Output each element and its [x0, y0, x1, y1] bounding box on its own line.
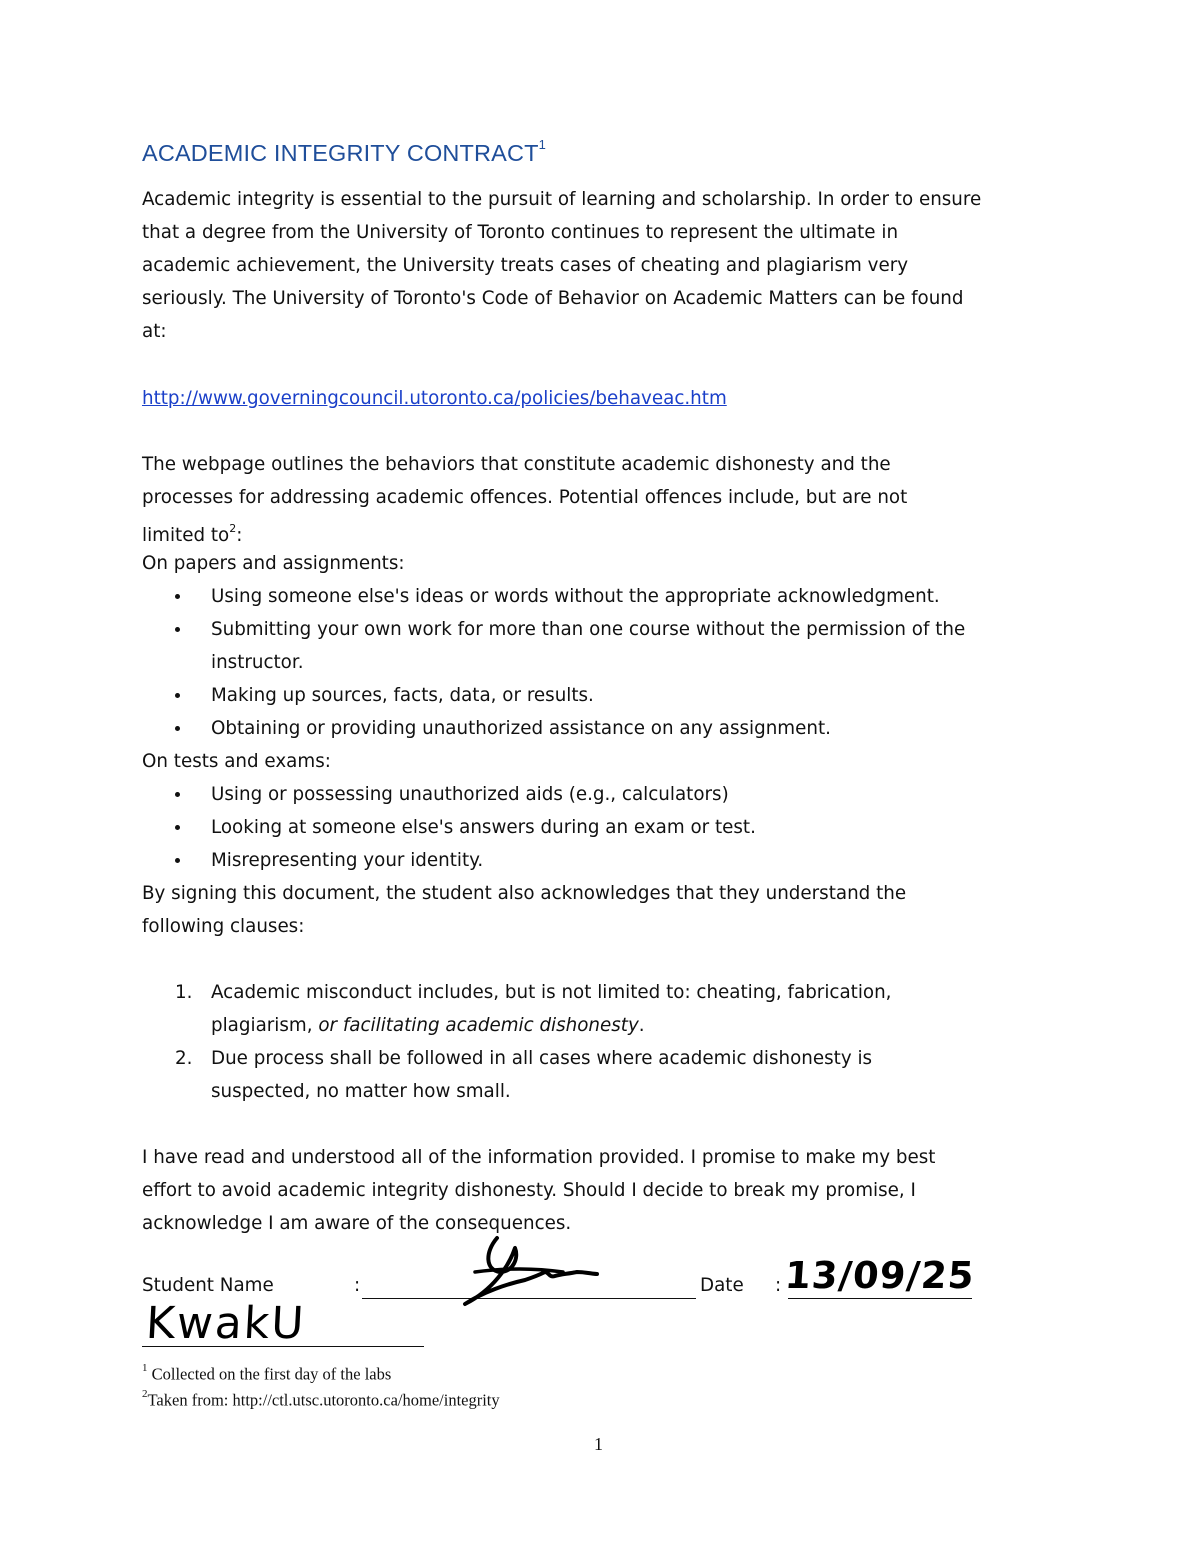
- footnote-1-text: Collected on the first day of the labs: [147, 1364, 392, 1384]
- handwritten-name: KwakU: [144, 1298, 307, 1349]
- list-item: Using or possessing unauthorized aids (e.g., calculators): [142, 778, 1072, 811]
- intro-line: that a degree from the University of Toronto continues to represent the ultimate in: [142, 222, 899, 243]
- student-name-colon: :: [354, 1275, 361, 1296]
- signing-line: following clauses:: [142, 916, 305, 937]
- papers-heading: On papers and assignments:: [142, 553, 405, 574]
- clause-line: suspected, no matter how small.: [211, 1081, 511, 1102]
- promise-line: I have read and understood all of the information provided. I promise to make my best: [142, 1147, 936, 1168]
- date-colon: :: [775, 1275, 782, 1296]
- clause-text: plagiarism,: [211, 1015, 319, 1036]
- outline-last-suffix: :: [236, 525, 243, 547]
- contract-title: [142, 137, 546, 167]
- title-text: ACADEMIC INTEGRITY CONTRACT: [142, 140, 539, 166]
- promise-line: acknowledge I am aware of the consequences.: [142, 1213, 572, 1234]
- footnote-2-mark: 2: [142, 1388, 148, 1400]
- footnote-1: [142, 1364, 391, 1385]
- promise-line: effort to avoid academic integrity dishonesty. Should I decide to break my promise, I: [142, 1180, 916, 1201]
- clause-line: Due process shall be followed in all cases where academic dishonesty is: [211, 1048, 873, 1069]
- footnote-1-mark: 1: [142, 1362, 148, 1374]
- list-item: [142, 613, 1072, 679]
- clause-number: 2.: [175, 1048, 193, 1069]
- footnote-2-text: Taken from: http://ctl.utsc.utoronto.ca/home/integrity: [147, 1390, 500, 1410]
- outline-line-last: [142, 514, 1072, 547]
- title-footnote-mark: 1: [538, 137, 546, 153]
- intro-line: at:: [142, 321, 167, 342]
- intro-line: academic achievement, the University treats cases of cheating and plagiarism very: [142, 255, 909, 276]
- footnote-2: [142, 1390, 500, 1411]
- date-line[interactable]: [788, 1298, 972, 1300]
- clause-item: [142, 976, 1072, 1042]
- policy-link[interactable]: http://www.governingcouncil.utoronto.ca/policies/behaveac.htm: [142, 388, 727, 409]
- date-label: Date: [700, 1275, 744, 1296]
- offence-lists: [142, 580, 1072, 943]
- list-item-line: Submitting your own work for more than one course without the permission of the: [211, 619, 966, 640]
- list-item: Obtaining or providing unauthorized assistance on any assignment.: [142, 712, 1072, 745]
- outline-line: The webpage outlines the behaviors that constitute academic dishonesty and the: [142, 454, 891, 475]
- outline-paragraph: [142, 448, 1072, 580]
- clause-line: Academic misconduct includes, but is not limited to: cheating, fabrication,: [211, 982, 892, 1003]
- promise-paragraph: [142, 1141, 1072, 1240]
- clauses-list: [142, 976, 1072, 1108]
- intro-line: Academic integrity is essential to the pursuit of learning and scholarship. In order to ensure: [142, 189, 982, 210]
- handwritten-signature: [445, 1232, 605, 1312]
- outline-footnote-mark: 2: [229, 522, 237, 535]
- outline-line: processes for addressing academic offences. Potential offences include, but are not: [142, 487, 908, 508]
- list-item-line: instructor.: [211, 652, 304, 673]
- list-item: Using someone else's ideas or words without the appropriate acknowledgment.: [142, 580, 1072, 613]
- handwritten-date: 13/09/25: [783, 1254, 977, 1297]
- page-number: 1: [594, 1434, 603, 1454]
- list-item: Looking at someone else's answers during an exam or test.: [142, 811, 1072, 844]
- clause-end: .: [638, 1015, 645, 1036]
- list-item: Making up sources, facts, data, or results.: [142, 679, 1072, 712]
- signing-line: By signing this document, the student also acknowledges that they understand the: [142, 883, 907, 904]
- clause-italic-text: or facilitating academic dishonesty: [318, 1015, 639, 1036]
- intro-line: seriously. The University of Toronto's Code of Behavior on Academic Matters can be found: [142, 288, 964, 309]
- clause-line: [211, 1009, 1072, 1042]
- list-item: Misrepresenting your identity.: [142, 844, 1072, 877]
- outline-last-text: limited to: [142, 525, 230, 547]
- name-line[interactable]: [142, 1346, 424, 1348]
- clause-number: 1.: [175, 982, 193, 1003]
- tests-heading: On tests and exams:: [142, 751, 331, 772]
- intro-paragraph: [142, 183, 1072, 348]
- student-name-label: Student Name: [142, 1275, 274, 1296]
- clause-item: [142, 1042, 1072, 1108]
